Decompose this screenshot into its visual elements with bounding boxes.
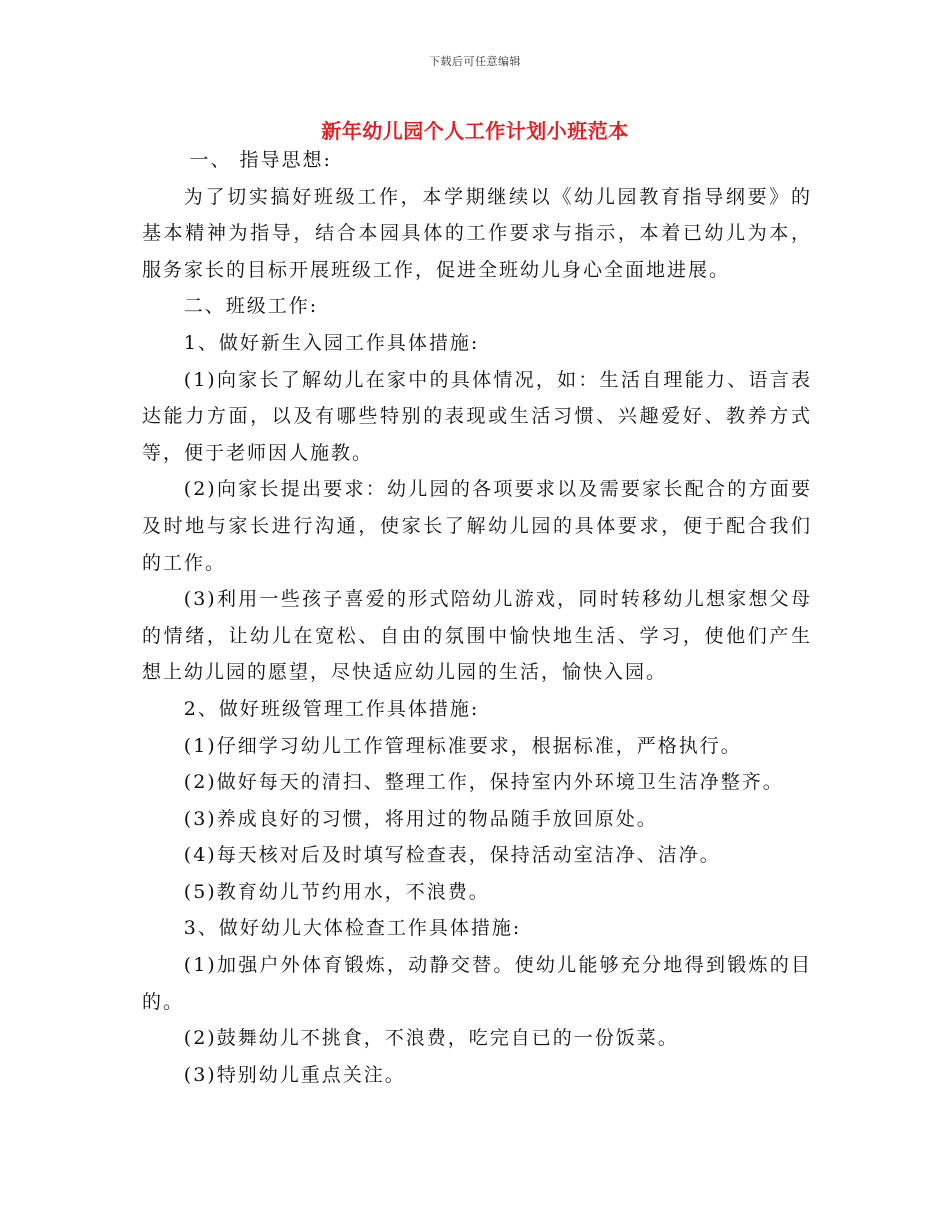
document-title: 新年幼儿园个人工作计划小班范本 (321, 119, 629, 143)
list-item-class-management-3: (3)养成良好的习惯，将用过的物品随手放回原处。 (183, 807, 658, 830)
list-item-class-management-1: (1)仔细学习幼儿工作管理标准要求，根据标准，严格执行。 (183, 734, 742, 757)
document-body (142, 142, 812, 1093)
section-heading-class-work: 二、班级工作: (183, 295, 319, 318)
list-item-class-management-5: (5)教育幼儿节约用水，不浪费。 (183, 880, 490, 903)
paragraph-guiding-thought: 为了切实搞好班级工作，本学期继续以《幼儿园教育指导纲要》的基本精神为指导，结合本园具体的工作要求与指示，本着已幼儿为本，服务家长的目标开展班级工作，促进全班幼儿身心全面地进展。 (142, 185, 812, 281)
subheading-health-check: 3、做好幼儿大体检查工作具体措施: (183, 917, 522, 940)
list-item-new-students-3: (3)利用一些孩子喜爱的形式陪幼儿游戏，同时转移幼儿想家想父母的情绪，让幼儿在宽松、自由的氛围中愉快地生活、学习，使他们产生想上幼儿园的愿望，尽快适应幼儿园的生活，愉快入园。 (142, 588, 812, 684)
list-item-class-management-2: (2)做好每天的清扫、整理工作，保持室内外环境卫生洁净整齐。 (183, 771, 784, 794)
list-item-health-check-1: (1)加强户外体育锻炼，动静交替。使幼儿能够充分地得到锻炼的目的。 (142, 954, 812, 1013)
list-item-class-management-4: (4)每天核对后及时填写检查表，保持活动室洁净、洁净。 (183, 844, 721, 867)
page-header-note: 下载后可任意编辑 (429, 55, 521, 68)
section-heading-guiding-thought: 一、 指导思想: (189, 149, 332, 171)
list-item-new-students-2: (2)向家长提出要求：幼儿园的各项要求以及需要家长配合的方面要及时地与家长进行沟通，使家长了解幼儿园的具体要求，便于配合我们的工作。 (142, 478, 812, 574)
list-item-health-check-2: (2)鼓舞幼儿不挑食，不浪费，吃完自已的一份饭菜。 (183, 1027, 679, 1050)
list-item-health-check-3: (3)特别幼儿重点关注。 (183, 1063, 406, 1086)
list-item-new-students-1: (1)向家长了解幼儿在家中的具体情况，如：生活自理能力、语言表达能力方面，以及有哪些特别的表现或生活习惯、兴趣爱好、教养方式等，便于老师因人施教。 (142, 368, 812, 464)
subheading-new-students: 1、做好新生入园工作具体措施: (183, 331, 480, 354)
subheading-class-management: 2、做好班级管理工作具体措施: (183, 697, 480, 720)
